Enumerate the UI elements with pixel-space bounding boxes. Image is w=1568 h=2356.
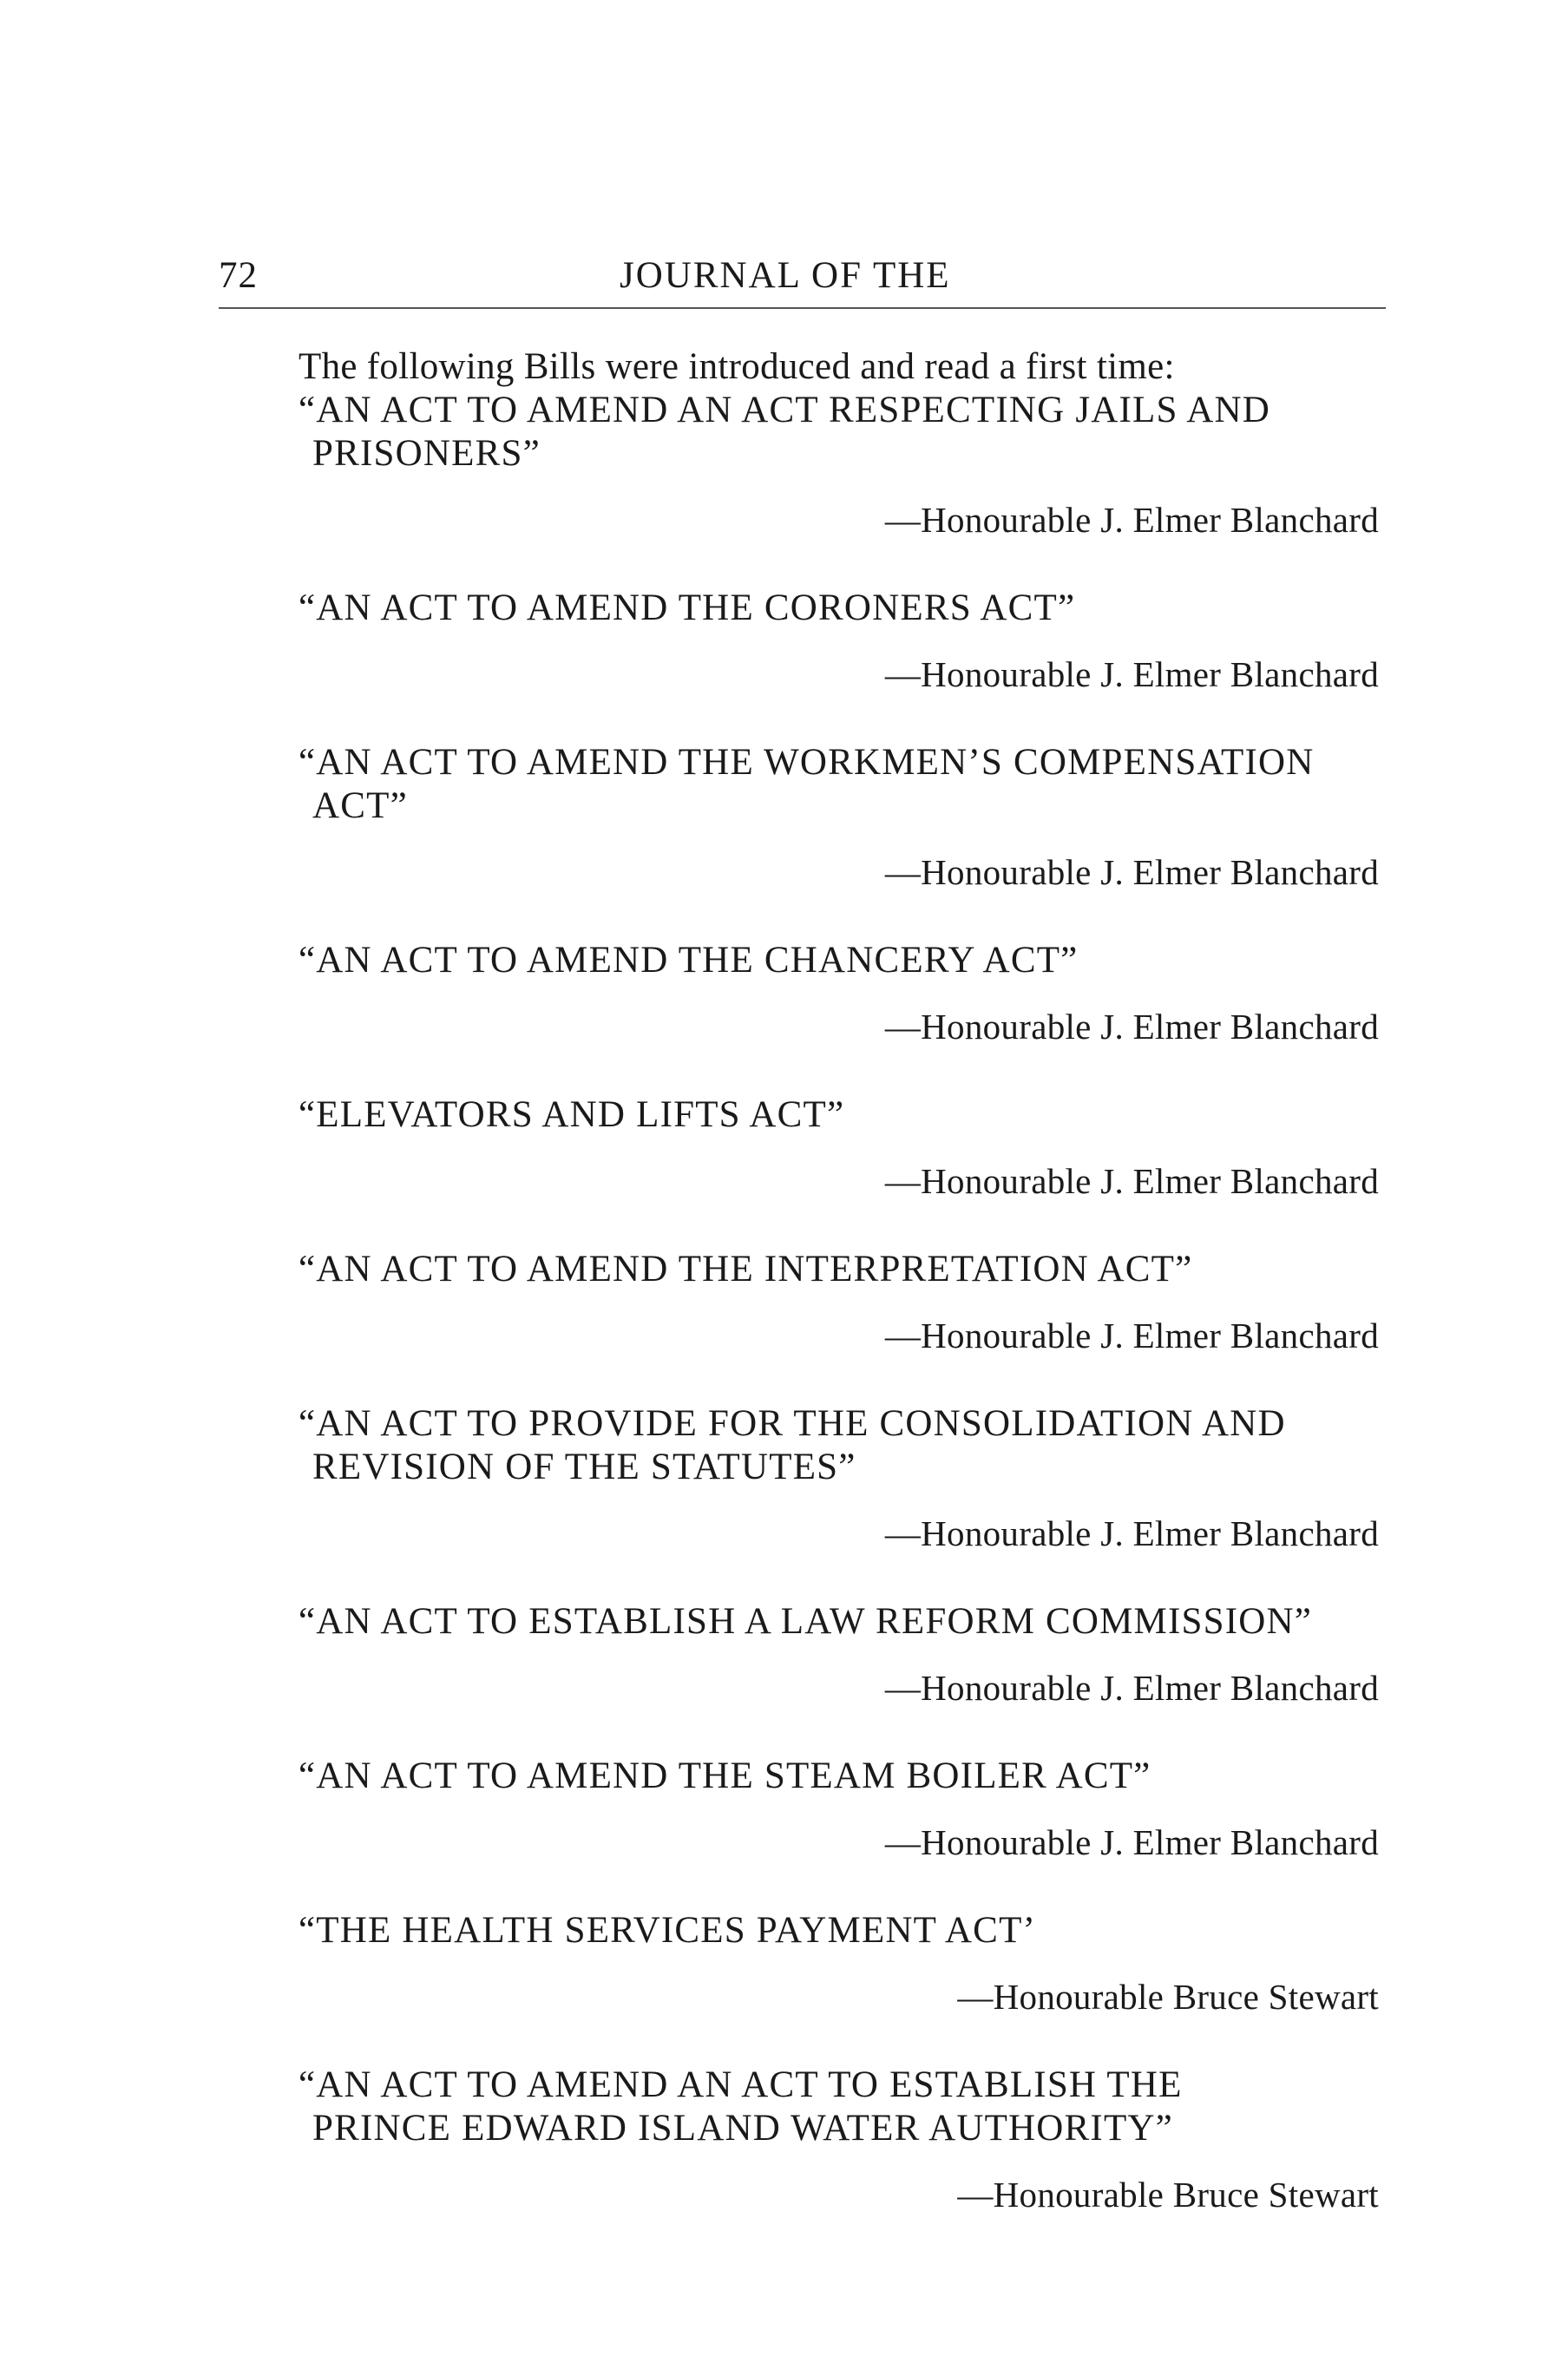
bill-sponsor: —Honourable Bruce Stewart xyxy=(957,2175,1379,2215)
bill-title-line: PRINCE EDWARD ISLAND WATER AUTHORITY” xyxy=(312,2108,1173,2149)
bill-title-line: “AN ACT TO PROVIDE FOR THE CONSOLIDATION AND xyxy=(299,1403,1286,1444)
bill-item xyxy=(299,1093,1379,1203)
bill-title-line: “AN ACT TO AMEND AN ACT TO ESTABLISH THE xyxy=(299,2064,1183,2105)
bill-sponsor: —Honourable J. Elmer Blanchard xyxy=(884,852,1379,892)
bill-title-line: “AN ACT TO AMEND THE STEAM BOILER ACT” xyxy=(299,1756,1151,1796)
bill-title xyxy=(299,1600,1379,1644)
intro-sentence: The following Bills were introduced and read a first time: xyxy=(299,346,1175,387)
bill-title-line: “AN ACT TO AMEND THE WORKMEN’S COMPENSATION xyxy=(299,742,1315,783)
bill-sponsor: —Honourable J. Elmer Blanchard xyxy=(884,654,1379,694)
bill-item xyxy=(299,587,1379,696)
bill-title-line: “AN ACT TO AMEND AN ACT RESPECTING JAILS AND xyxy=(299,390,1270,430)
bill-item xyxy=(299,1600,1379,1710)
header-rule xyxy=(219,307,1386,309)
bill-title-line: ACT” xyxy=(312,785,408,826)
bill-sponsor: —Honourable Bruce Stewart xyxy=(957,1977,1379,2017)
page-number: 72 xyxy=(219,255,258,296)
bill-title xyxy=(299,1402,1379,1489)
bill-title xyxy=(299,1093,1379,1137)
bill-sponsor: —Honourable J. Elmer Blanchard xyxy=(884,1161,1379,1201)
bill-title-line: “ELEVATORS AND LIFTS ACT” xyxy=(299,1094,845,1135)
bill-sponsor: —Honourable J. Elmer Blanchard xyxy=(884,1668,1379,1708)
bill-sponsor: —Honourable J. Elmer Blanchard xyxy=(884,1822,1379,1862)
bill-item xyxy=(299,2064,1379,2216)
bill-title xyxy=(299,939,1379,982)
bill-title xyxy=(299,587,1379,630)
bill-title xyxy=(299,2064,1379,2150)
bill-title-line: “AN ACT TO AMEND THE INTERPRETATION ACT” xyxy=(299,1249,1193,1290)
bill-sponsor: —Honourable J. Elmer Blanchard xyxy=(884,1513,1379,1553)
running-head: JOURNAL OF THE xyxy=(620,255,951,296)
bill-title-line: “AN ACT TO AMEND THE CORONERS ACT” xyxy=(299,587,1076,628)
bill-title-line: “AN ACT TO ESTABLISH A LAW REFORM COMMISSION” xyxy=(299,1601,1313,1642)
bill-title xyxy=(299,1909,1379,1952)
bill-item xyxy=(299,389,1379,541)
bill-sponsor: —Honourable J. Elmer Blanchard xyxy=(884,500,1379,540)
bill-item xyxy=(299,1909,1379,2018)
bill-title-line: “AN ACT TO AMEND THE CHANCERY ACT” xyxy=(299,940,1079,981)
bill-sponsor: —Honourable J. Elmer Blanchard xyxy=(884,1316,1379,1355)
bill-title-line: “THE HEALTH SERVICES PAYMENT ACT’ xyxy=(299,1910,1037,1951)
bill-title-line: PRISONERS” xyxy=(312,433,541,474)
page-header xyxy=(219,254,1386,306)
bill-title xyxy=(299,1248,1379,1291)
bill-item xyxy=(299,741,1379,894)
bills-list xyxy=(299,345,1379,2216)
bill-item xyxy=(299,1755,1379,1864)
bill-item xyxy=(299,939,1379,1048)
bill-title-line: REVISION OF THE STATUTES” xyxy=(312,1447,856,1487)
bill-title xyxy=(299,1755,1379,1798)
bill-title xyxy=(299,389,1379,476)
bill-item xyxy=(299,1248,1379,1357)
bill-sponsor: —Honourable J. Elmer Blanchard xyxy=(884,1007,1379,1047)
bill-item xyxy=(299,1402,1379,1555)
bill-title xyxy=(299,741,1379,828)
